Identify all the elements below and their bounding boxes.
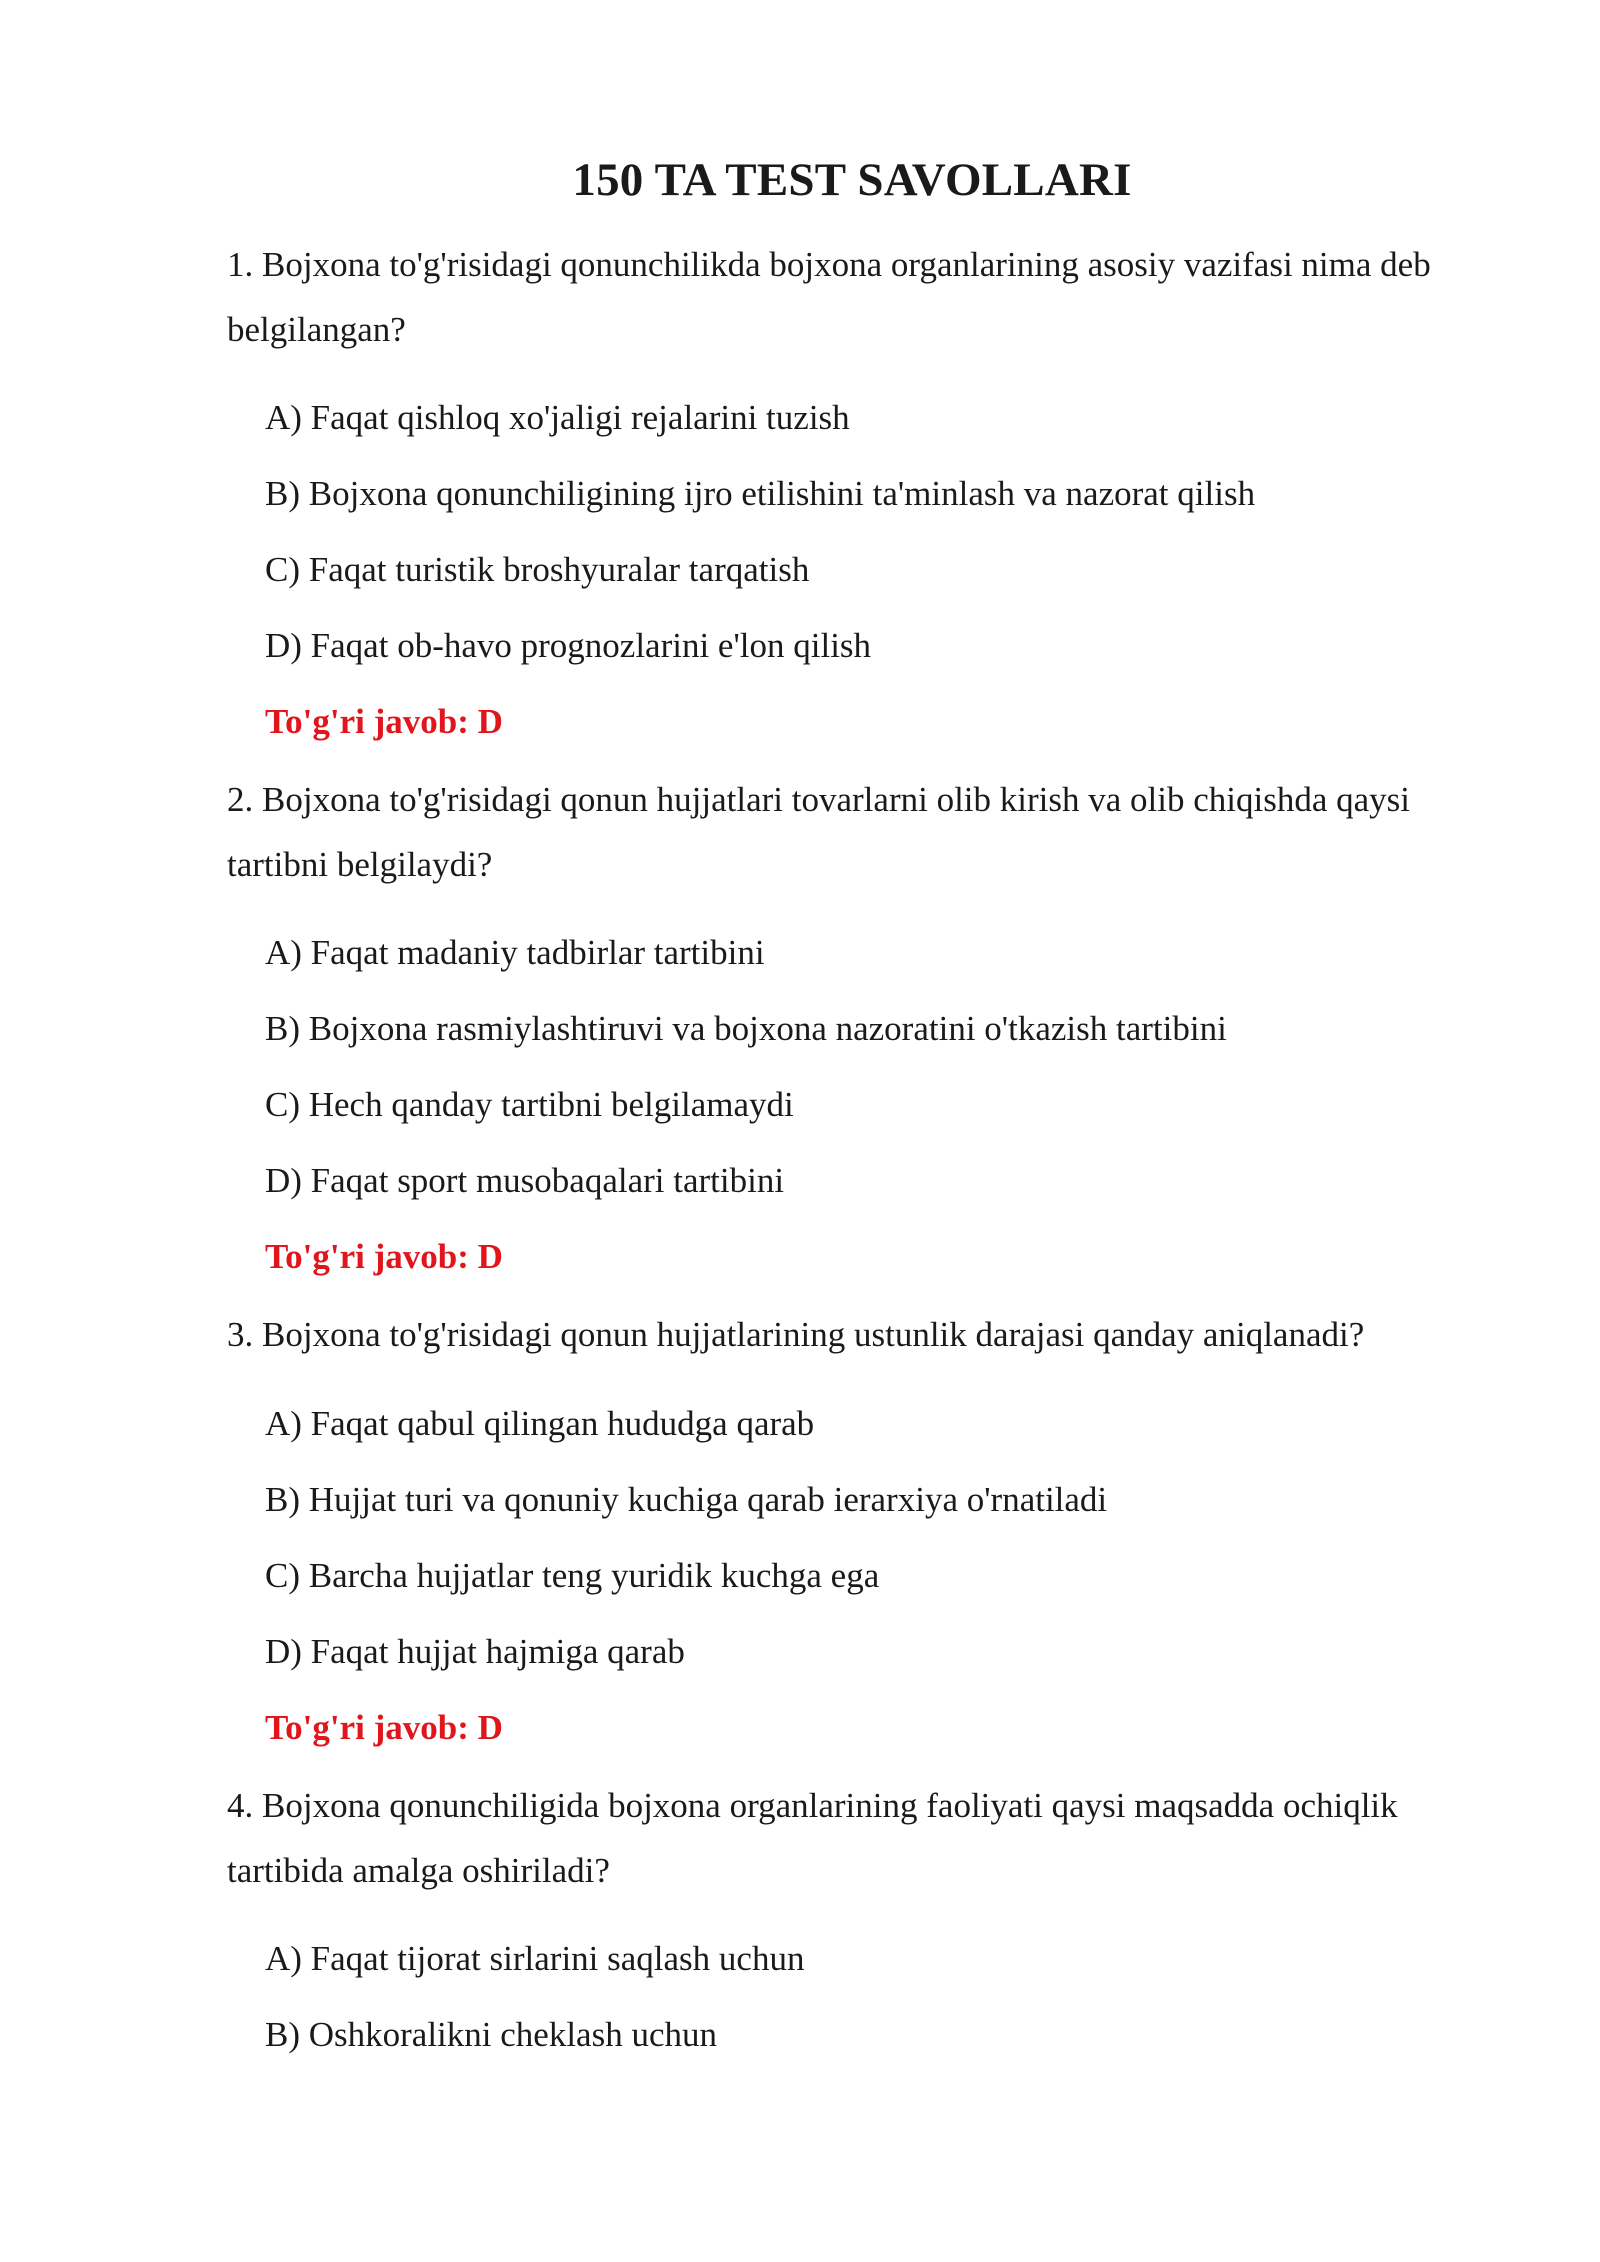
question-1-option-d: D) Faqat ob-havo prognozlarini e'lon qilish: [265, 626, 872, 665]
question-2-option-b: B) Bojxona rasmiylashtiruvi va bojxona nazoratini o'tkazish tartibini: [265, 1009, 1227, 1048]
question-2-answer: To'g'ri javob: D: [265, 1237, 503, 1276]
question-3-option-b: B) Hujjat turi va qonuniy kuchiga qarab ierarxiya o'rnatiladi: [265, 1480, 1108, 1519]
question-1-answer: To'g'ri javob: D: [265, 702, 503, 741]
question-1-option-b: B) Bojxona qonunchiligining ijro etilishini ta'minlash va nazorat qilish: [265, 474, 1256, 513]
question-3-option-c: C) Barcha hujjatlar teng yuridik kuchga ega: [265, 1556, 880, 1595]
question-2-option-a: A) Faqat madaniy tadbirlar tartibini: [265, 933, 765, 972]
question-4-option-a: A) Faqat tijorat sirlarini saqlash uchun: [265, 1939, 805, 1978]
question-1-text: 1. Bojxona to'g'risidagi qonunchilikda bojxona organlarining asosiy vazifasi nima deb belgilangan?: [227, 245, 1431, 349]
question-4-option-b: B) Oshkoralikni cheklash uchun: [265, 2015, 717, 2054]
question-2-option-c: C) Hech qanday tartibni belgilamaydi: [265, 1085, 794, 1124]
question-1-option-c: C) Faqat turistik broshyuralar tarqatish: [265, 550, 810, 589]
document-title: 150 TA TEST SAVOLLARI: [572, 154, 1132, 206]
question-3-option-d: D) Faqat hujjat hajmiga qarab: [265, 1632, 685, 1671]
question-2-option-d: D) Faqat sport musobaqalari tartibini: [265, 1161, 785, 1200]
question-4-text: 4. Bojxona qonunchiligida bojxona organlarining faoliyati qaysi maqsadda ochiqlik tartibida amalga oshiriladi?: [227, 1786, 1398, 1890]
question-3-option-a: A) Faqat qabul qilingan hududga qarab: [265, 1404, 815, 1443]
question-1-option-a: A) Faqat qishloq xo'jaligi rejalarini tuzish: [265, 398, 850, 437]
question-2-text: 2. Bojxona to'g'risidagi qonun hujjatlari tovarlarni olib kirish va olib chiqishda qaysi tartibni belgilaydi?: [227, 780, 1410, 884]
question-3-text: 3. Bojxona to'g'risidagi qonun hujjatlarining ustunlik darajasi qanday aniqlanadi?: [227, 1315, 1365, 1354]
question-3-answer: To'g'ri javob: D: [265, 1708, 503, 1747]
